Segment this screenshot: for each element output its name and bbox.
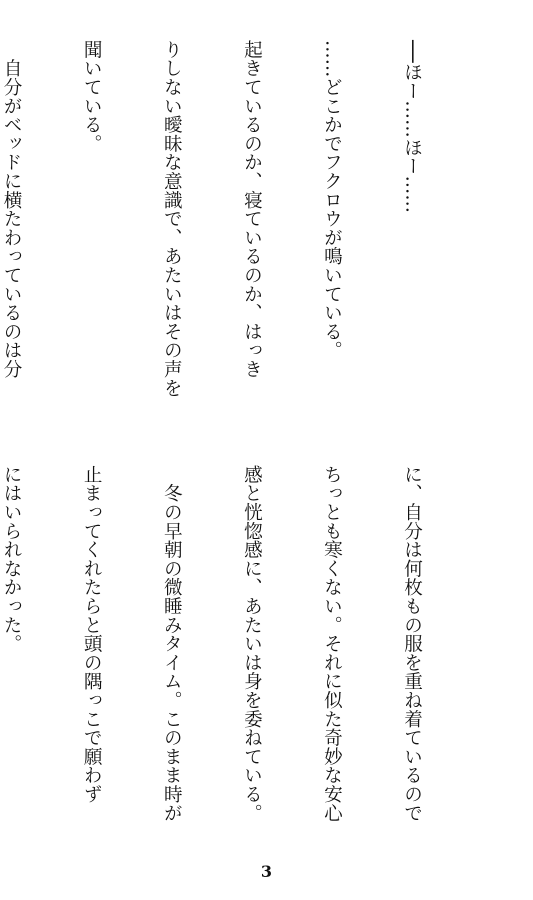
- text-line: 止まってくれたらと頭の隅っこで願わず: [81, 465, 103, 804]
- text-line: 起きているのか、寝ているのか、はっき: [241, 40, 263, 379]
- upper-text-block: [0, 40, 478, 430]
- text-line: 感と恍惚感に、あたいは身を委ねている。: [241, 465, 263, 823]
- text-line: にはいられなかった。: [1, 465, 23, 653]
- text-line: ……どこかでフクロウが鳴いている。: [321, 40, 343, 360]
- text-line: 自分がベッドに横たわっているのは分: [1, 40, 23, 379]
- text-line: りしない曖昧な意識で、あたいはその声を: [161, 40, 183, 398]
- text-line: 聞いている。: [81, 40, 103, 153]
- text-line: に、自分は何枚もの服を重ね着ているので: [401, 465, 423, 823]
- text-line: ──ほー……ほー……: [401, 40, 423, 214]
- text-line: 冬の早朝の微睡みタイム。このまま時が: [161, 465, 183, 823]
- page-number: 3: [260, 862, 273, 881]
- text-line: ちっとも寒くない。それに似た奇妙な安心: [321, 465, 343, 823]
- lower-text-block: [0, 465, 478, 855]
